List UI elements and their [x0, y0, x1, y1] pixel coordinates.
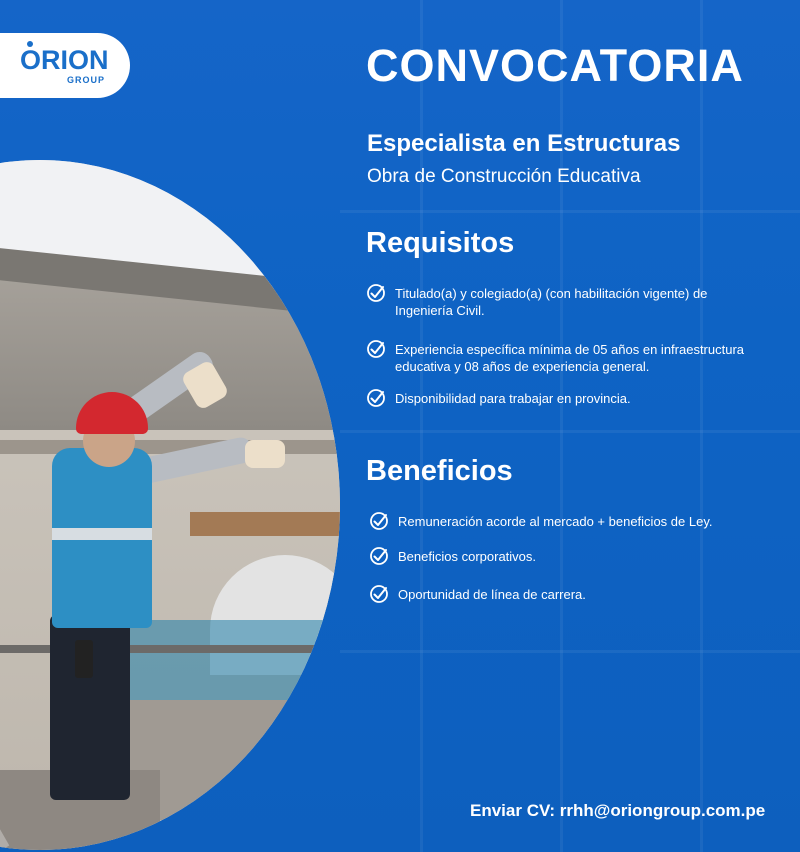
- contact-email[interactable]: Enviar CV: rrhh@oriongroup.com.pe: [470, 801, 766, 820]
- beneficio-text: Remuneración acorde al mercado + beneficios de Ley.: [398, 514, 713, 529]
- requisito-text: Disponibilidad para trabajar en provincia.: [395, 391, 631, 406]
- beneficio-item: [369, 513, 789, 531]
- check-circle-icon: [369, 584, 389, 604]
- worker-photo: [0, 160, 340, 850]
- check-circle-icon: [369, 511, 389, 531]
- check-circle-icon: [369, 546, 389, 566]
- requisito-text: Experiencia específica mínima de 05 años en infraestructura educativa y 08 años de experiencia general.: [395, 342, 745, 374]
- logo: [0, 33, 130, 98]
- job-role: Especialista en Estructuras: [367, 130, 681, 157]
- beneficio-item: [369, 548, 789, 566]
- beneficio-item: [369, 586, 789, 604]
- check-circle-icon: [366, 388, 386, 408]
- beneficios-heading: Beneficios: [366, 455, 513, 487]
- requisito-item: [366, 285, 746, 319]
- requisitos-heading: Requisitos: [366, 227, 515, 259]
- beneficio-text: Oportunidad de línea de carrera.: [398, 587, 586, 602]
- requisito-item: [366, 341, 786, 375]
- beneficio-text: Beneficios corporativos.: [398, 549, 537, 564]
- page-title: CONVOCATORIA: [366, 40, 744, 91]
- requisito-item: [366, 390, 786, 408]
- check-circle-icon: [366, 339, 386, 359]
- logo-word: ORION: [20, 45, 109, 75]
- check-circle-icon: [366, 283, 386, 303]
- project-name: Obra de Construcción Educativa: [367, 166, 641, 187]
- logo-sub: GROUP: [67, 75, 106, 85]
- requisito-text: Titulado(a) y colegiado(a) (con habilitación vigente) de Ingeniería Civil.: [395, 286, 708, 318]
